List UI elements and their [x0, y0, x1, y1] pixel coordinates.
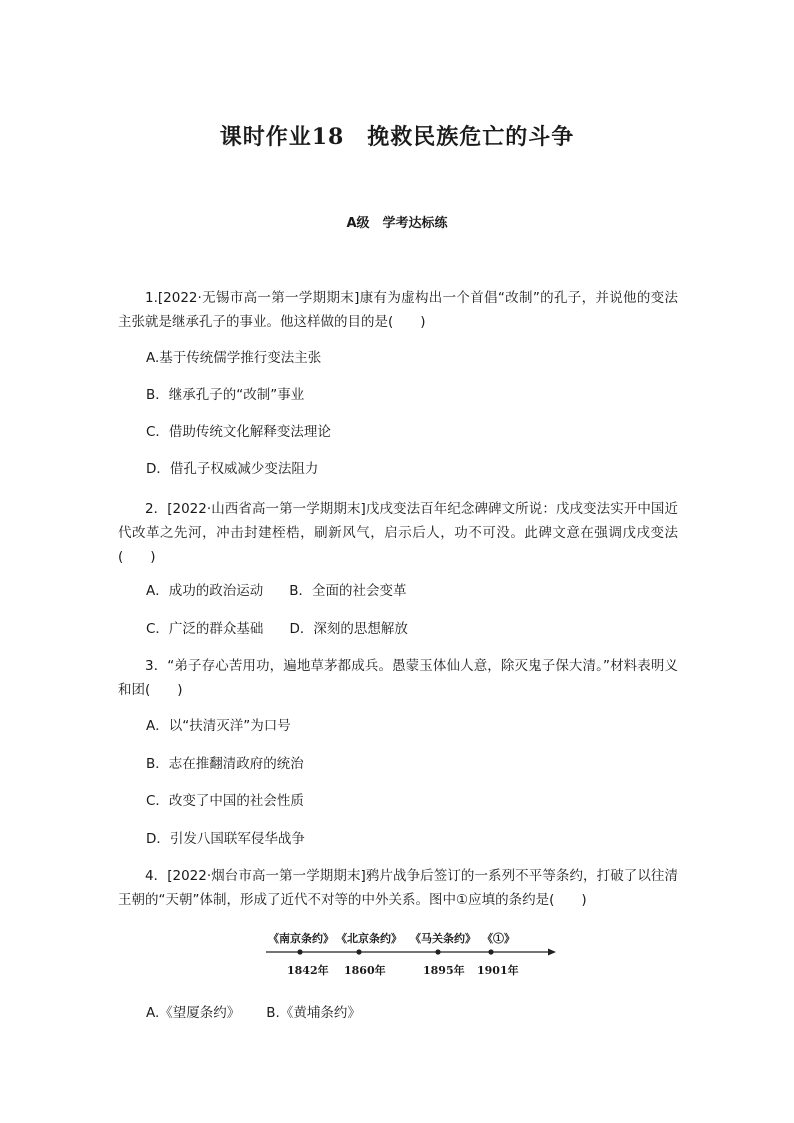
- question-3-option-a[interactable]: A．以“扶清灭洋”为口号: [146, 718, 291, 734]
- question-1-option-d[interactable]: D．借孔子权威减少变法阻力: [146, 461, 319, 477]
- question-3-option-b[interactable]: B．志在推翻清政府的统治: [146, 756, 304, 772]
- question-3-stem: 3．“弟子存心苦用功，遍地草茅都成兵。愚蒙玉体仙人意，除灭鬼子保大清。”材料表明义和团( ): [118, 658, 678, 698]
- question-1-stem: 1.[2022·无锡市高一第一学期期末]康有为虚构出一个首倡“改制”的孔子，并说他的变法主张就是继承孔子的事业。他这样做的目的是( ): [118, 290, 678, 330]
- timeline-point-1860: [356, 949, 361, 954]
- question-2-option-b[interactable]: B．全面的社会变革: [289, 583, 407, 599]
- timeline-point-1901: [488, 949, 493, 954]
- question-4-option-b[interactable]: B.《黄埔条约》: [266, 1005, 361, 1021]
- question-2-option-c[interactable]: C．广泛的群众基础: [146, 621, 264, 637]
- question-4-options-row: [146, 1003, 361, 1023]
- timeline-point-1895: [435, 949, 440, 954]
- timeline-point-1842: [297, 949, 302, 954]
- timeline-year-2: 1860年: [344, 964, 386, 977]
- timeline-treaty-4: 《①》: [482, 932, 515, 945]
- timeline-year-4: 1901年: [477, 964, 519, 977]
- page-title: 课时作业18 挽救民族危亡的斗争: [219, 124, 575, 150]
- question-2-stem: 2．[2022·山西省高一第一学期期末]戊戌变法百年纪念碑碑文所说：戊戌变法实开中国近代改革之先河，冲击封建桎梏，刷新风气，启示后人，功不可没。此碑文意在强调戊戌变法( ): [118, 501, 678, 565]
- question-1-option-b[interactable]: B．继承孔子的“改制”事业: [146, 387, 305, 403]
- section-heading: A级 学考达标练: [346, 216, 448, 231]
- timeline-year-3: 1895年: [423, 964, 465, 977]
- question-4-stem: 4．[2022·烟台市高一第一学期期末]鸦片战争后签订的一系列不平等条约，打破了以往清王朝的“天朝”体制，形成了近代不对等的中外关系。图中①应填的条约是( ): [118, 868, 678, 908]
- question-2-option-a[interactable]: A．成功的政治运动: [146, 583, 264, 599]
- question-2-options-row-2: [146, 619, 408, 639]
- timeline-arrow-icon: [548, 949, 556, 956]
- question-1-option-a[interactable]: A.基于传统儒学推行变法主张: [146, 350, 322, 366]
- timeline-treaty-2: 《北京条约》: [336, 932, 402, 945]
- question-4-option-a[interactable]: A.《望厦条约》: [146, 1005, 241, 1021]
- timeline-year-1: 1842年: [287, 964, 329, 977]
- treaty-timeline: [262, 930, 562, 980]
- question-3-option-c[interactable]: C．改变了中国的社会性质: [146, 793, 304, 809]
- question-3-option-d[interactable]: D．引发八国联军侵华战争: [146, 831, 305, 847]
- timeline-treaty-1: 《南京条约》: [268, 932, 334, 945]
- timeline-treaty-3: 《马关条约》: [410, 932, 476, 945]
- question-1-option-c[interactable]: C．借助传统文化解释变法理论: [146, 424, 331, 440]
- question-2-options-row-1: [146, 581, 407, 601]
- question-2-option-d[interactable]: D．深刻的思想解放: [289, 621, 408, 637]
